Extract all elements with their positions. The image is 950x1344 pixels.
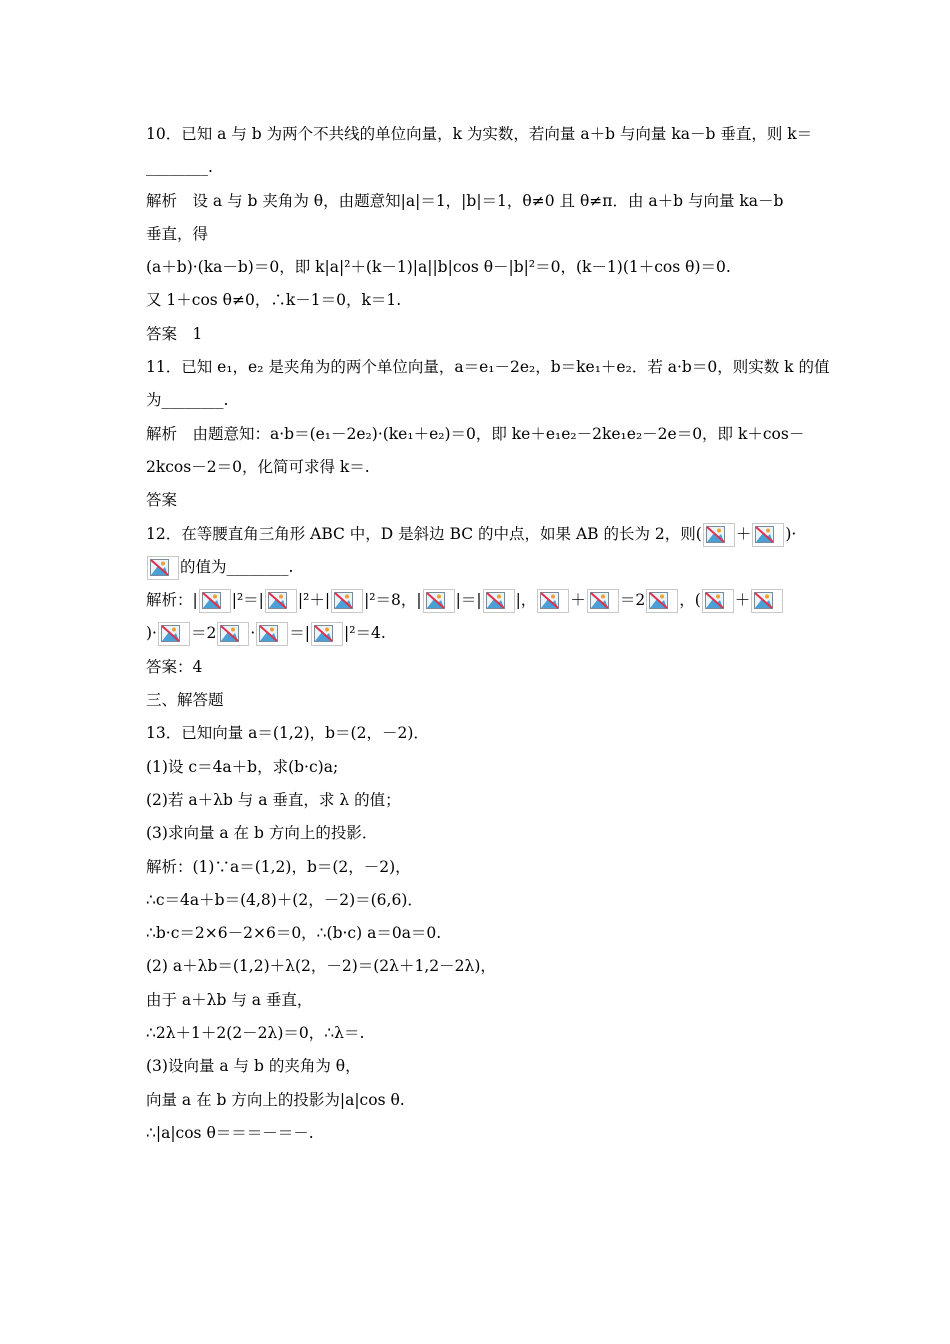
q10-line-1: 10．已知 a 与 b 为两个不共线的单位向量，k 为实数，若向量 a＋b 与向量 ka－b 垂直，则 k＝: [146, 125, 813, 143]
sun-shape: [601, 595, 605, 599]
broken-image-glyph: [150, 559, 170, 577]
broken-image-icon: [423, 589, 455, 613]
sol12-s6: ＋: [570, 591, 586, 610]
q12-line-1: [146, 518, 816, 551]
sol12-s1: |²＝|: [231, 591, 264, 610]
q13-solution-line-3: ∴b·c＝2×6－2×6＝0，∴(b·c) a＝0a＝0.: [146, 924, 442, 943]
broken-image-glyph: [754, 592, 774, 610]
sun-shape: [437, 595, 441, 599]
broken-image-glyph: [259, 625, 279, 643]
sol12-s9: ＋: [734, 591, 751, 610]
sol12-s5: |，: [515, 591, 537, 610]
q11-solution-line-1: 解析 由题意知：a·b＝(e₁－2e₂)·(ke₁＋e₂)＝0，即 ke＋e₁e₂－2ke₁e₂－2e＝0，即 k＋cos－: [146, 424, 805, 443]
section-heading: 三、解答题: [146, 691, 224, 710]
sol12-t3: ＝|: [289, 624, 311, 643]
q12-close-dot: )·: [785, 524, 797, 543]
sol12-label: 解析：|: [146, 591, 198, 610]
q13-line-1: 13．已知向量 a＝(1,2)，b＝(2，－2)．: [146, 724, 429, 743]
sun-shape: [270, 628, 274, 632]
sun-shape: [345, 595, 349, 599]
broken-image-icon: [199, 589, 231, 613]
q12-line-2: [146, 551, 816, 584]
broken-image-glyph: [220, 625, 240, 643]
broken-image-glyph: [706, 526, 726, 544]
broken-image-glyph: [486, 592, 506, 610]
sun-shape: [716, 595, 720, 599]
sol12-s2: |²＋|: [297, 591, 331, 610]
sun-shape: [717, 528, 721, 532]
broken-image-icon: [483, 589, 515, 613]
broken-image-icon: [331, 589, 363, 613]
sun-shape: [497, 595, 501, 599]
q13-solution-line-5: 由于 a＋λb 与 a 垂直，: [146, 990, 313, 1009]
q11-line-1: 11．已知 e₁，e₂ 是夹角为的两个单位向量，a＝e₁－2e₂，b＝ke₁＋e₂．若 a·b＝0，则实数 k 的值: [146, 358, 830, 377]
sol12-s8: ，(: [679, 591, 701, 610]
broken-image-glyph: [314, 625, 334, 643]
q13-part-2: (2)若 a＋λb 与 a 垂直，求 λ 的值；: [146, 790, 401, 809]
sol12-s7: ＝2: [619, 591, 646, 610]
q12-text: 12．在等腰直角三角形 ABC 中，D 是斜边 BC 的中点，如果 AB 的长为 2，则(: [146, 524, 702, 543]
broken-image-glyph: [755, 526, 775, 544]
sun-shape: [325, 628, 329, 632]
sun-shape: [213, 595, 217, 599]
broken-image-icon: [646, 589, 678, 613]
q10-solution-line-4: 又 1＋cos θ≠0，∴k－1＝0，k＝1.: [146, 291, 402, 310]
sun-shape: [765, 595, 769, 599]
broken-image-glyph: [426, 592, 446, 610]
q13-solution-line-1: 解析：(1)∵a＝(1,2)，b＝(2，－2)，: [146, 857, 411, 876]
broken-image-icon: [311, 622, 343, 646]
broken-image-icon: [537, 589, 569, 613]
q13-part-3: (3)求向量 a 在 b 方向上的投影．: [146, 824, 378, 843]
sun-shape: [172, 628, 176, 632]
broken-image-icon: [751, 589, 783, 613]
sun-shape: [279, 595, 283, 599]
q10-solution-line-2: 垂直，得: [146, 224, 209, 243]
sun-shape: [551, 595, 555, 599]
sol12-t4: |²＝4.: [344, 624, 386, 643]
q12-solution-line-2: [146, 617, 816, 650]
broken-image-glyph: [590, 592, 610, 610]
broken-image-glyph: [268, 592, 288, 610]
q13-solution-line-7: (3)设向量 a 与 b 的夹角为 θ，: [146, 1057, 361, 1076]
broken-image-glyph: [649, 592, 669, 610]
q13-part-1: (1)设 c＝4a＋b，求(b·c)a;: [146, 757, 339, 776]
sol12-close: )·: [146, 624, 157, 643]
broken-image-glyph: [202, 592, 222, 610]
broken-image-icon: [702, 589, 734, 613]
q10-line-2: ________.: [146, 158, 213, 177]
q12-answer: 答案：4: [146, 657, 203, 676]
q13-solution-line-8: 向量 a 在 b 方向上的投影为|a|cos θ.: [146, 1090, 405, 1109]
broken-image-icon: [158, 622, 190, 646]
sol12-s3: |²＝8，|: [364, 591, 422, 610]
broken-image-glyph: [540, 592, 560, 610]
q10-solution-line-3: (a＋b)·(ka－b)＝0，即 k|a|²＋(k－1)|a||b|cos θ－|b|²＝0，(k－1)(1＋cos θ)＝0.: [146, 258, 731, 277]
q12-solution-line-1: [146, 584, 816, 617]
q10-answer: 答案 1: [146, 324, 203, 343]
broken-image-icon: [265, 589, 297, 613]
broken-image-icon: [752, 523, 784, 547]
q11-solution-line-2: 2kcos－2＝0，化简可求得 k＝.: [146, 457, 370, 476]
q10-solution-line-1: 解析 设 a 与 b 夹角为 θ，由题意知|a|＝1，|b|＝1，θ≠0 且 θ≠π．由 a＋b 与向量 ka－b: [146, 191, 784, 210]
sun-shape: [161, 561, 165, 565]
q13-solution-line-4: (2) a＋λb＝(1,2)＋λ(2，－2)＝(2λ＋1,2－2λ)，: [146, 957, 496, 976]
q13-solution-line-2: ∴c＝4a＋b＝(4,8)＋(2，－2)＝(6,6)．: [146, 890, 423, 909]
sun-shape: [660, 595, 664, 599]
sun-shape: [231, 628, 235, 632]
broken-image-glyph: [161, 625, 181, 643]
q11-line-2: 为________.: [146, 391, 229, 410]
q13-solution-line-9: ∴|a|cos θ＝＝＝－＝－.: [146, 1123, 314, 1142]
broken-image-icon: [217, 622, 249, 646]
sol12-t1: ＝2: [190, 624, 217, 643]
q13-solution-line-6: ∴2λ＋1＋2(2－2λ)＝0，∴λ＝.: [146, 1024, 365, 1043]
broken-image-icon: [587, 589, 619, 613]
q11-answer: 答案: [146, 491, 178, 510]
sun-shape: [766, 528, 770, 532]
broken-image-icon: [147, 556, 179, 580]
q12-plus: ＋: [735, 524, 752, 543]
broken-image-icon: [703, 523, 735, 547]
sol12-t2: ·: [250, 624, 256, 643]
document-page: [146, 118, 830, 1150]
broken-image-glyph: [705, 592, 725, 610]
sol12-s4: |＝|: [455, 591, 482, 610]
q12-value-text: 的值为________.: [180, 557, 294, 576]
broken-image-glyph: [334, 592, 354, 610]
broken-image-icon: [256, 622, 288, 646]
